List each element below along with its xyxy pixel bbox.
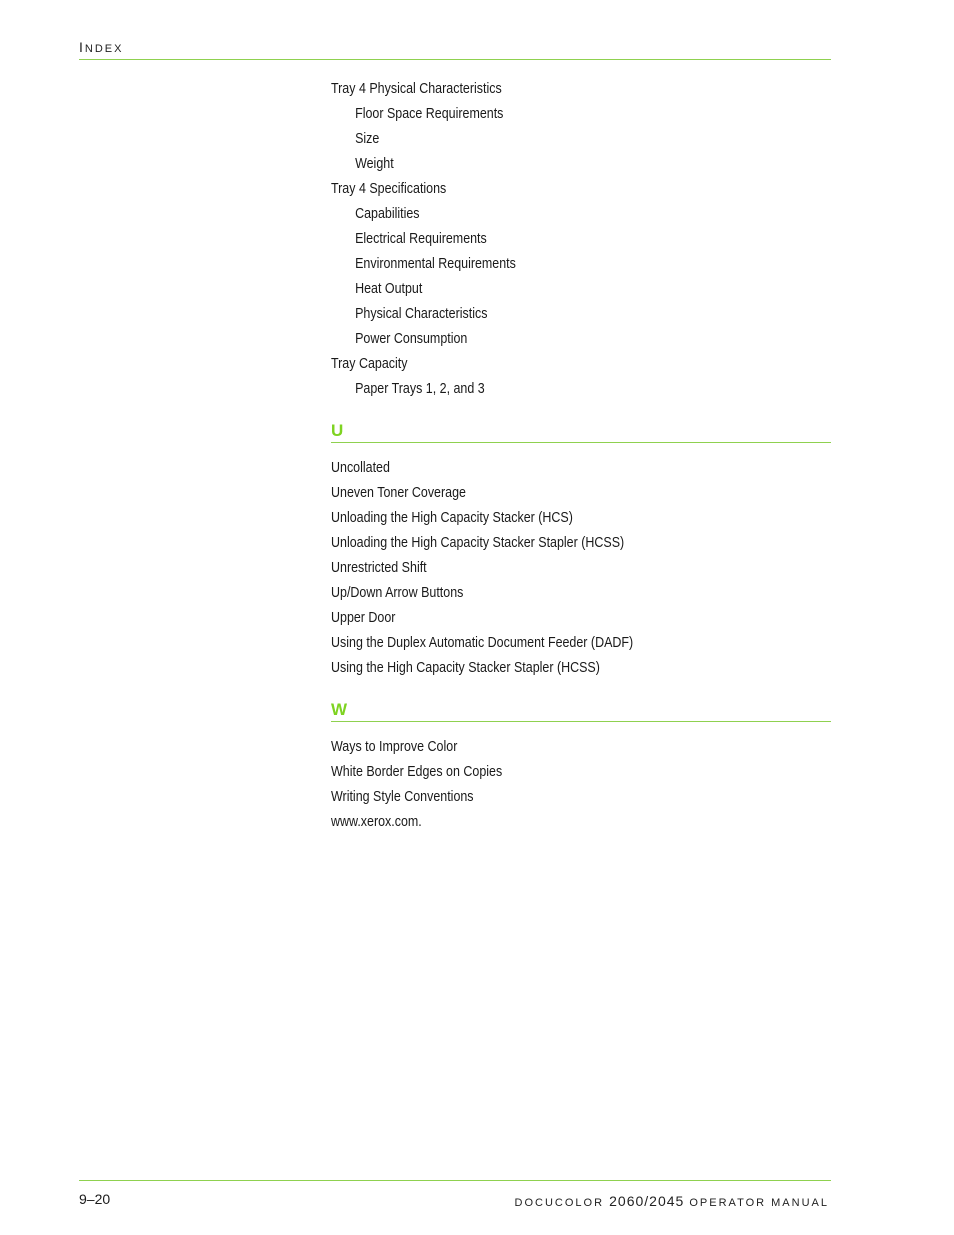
index-entry: Uneven Toner Coverage (331, 485, 466, 501)
index-entry: Upper Door (331, 610, 396, 626)
index-entry: Tray 4 Physical Characteristics (331, 81, 502, 97)
index-entry: Writing Style Conventions (331, 789, 474, 805)
index-entry: Capabilities (355, 206, 420, 222)
index-entry: Electrical Requirements (355, 231, 487, 247)
section-header-u (331, 420, 831, 443)
header-title: INDEX (79, 39, 124, 55)
index-entry: Environmental Requirements (355, 256, 516, 272)
index-list-t (331, 77, 831, 402)
index-entry: Size (355, 131, 380, 147)
index-entry: Using the Duplex Automatic Document Feeder (DADF) (331, 635, 634, 651)
index-entry: Unloading the High Capacity Stacker (HCS) (331, 510, 573, 526)
index-entry: Uncollated (331, 460, 390, 476)
manual-title: DOCUCOLOR 2060/2045 OPERATOR MANUAL (514, 1193, 829, 1209)
index-entry: Using the High Capacity Stacker Stapler (HCSS) (331, 660, 600, 676)
page-footer (79, 1180, 831, 1211)
index-list-w (331, 735, 831, 835)
index-entry: Unloading the High Capacity Stacker Stapler (HCSS) (331, 535, 625, 551)
index-entry: Floor Space Requirements (355, 106, 504, 122)
page-header (79, 38, 831, 60)
index-entry: Heat Output (355, 281, 423, 297)
index-list-u (331, 456, 831, 681)
page-number: 9–20 (79, 1191, 111, 1207)
index-entry: Ways to Improve Color (331, 739, 458, 755)
index-entry: Paper Trays 1, 2, and 3 (355, 381, 485, 397)
index-entry: Weight (355, 156, 394, 172)
index-entry: Unrestricted Shift (331, 560, 427, 576)
index-entry: White Border Edges on Copies (331, 764, 503, 780)
section-header-w (331, 699, 831, 722)
index-entry: Up/Down Arrow Buttons (331, 585, 464, 601)
index-entry: Tray Capacity (331, 356, 408, 372)
index-entry: Tray 4 Specifications (331, 181, 447, 197)
section-letter-u: U (331, 421, 344, 440)
index-entry: Power Consumption (355, 331, 468, 347)
index-entry: www.xerox.com. (331, 814, 422, 830)
index-entry: Physical Characteristics (355, 306, 488, 322)
section-letter-w: W (331, 700, 348, 719)
